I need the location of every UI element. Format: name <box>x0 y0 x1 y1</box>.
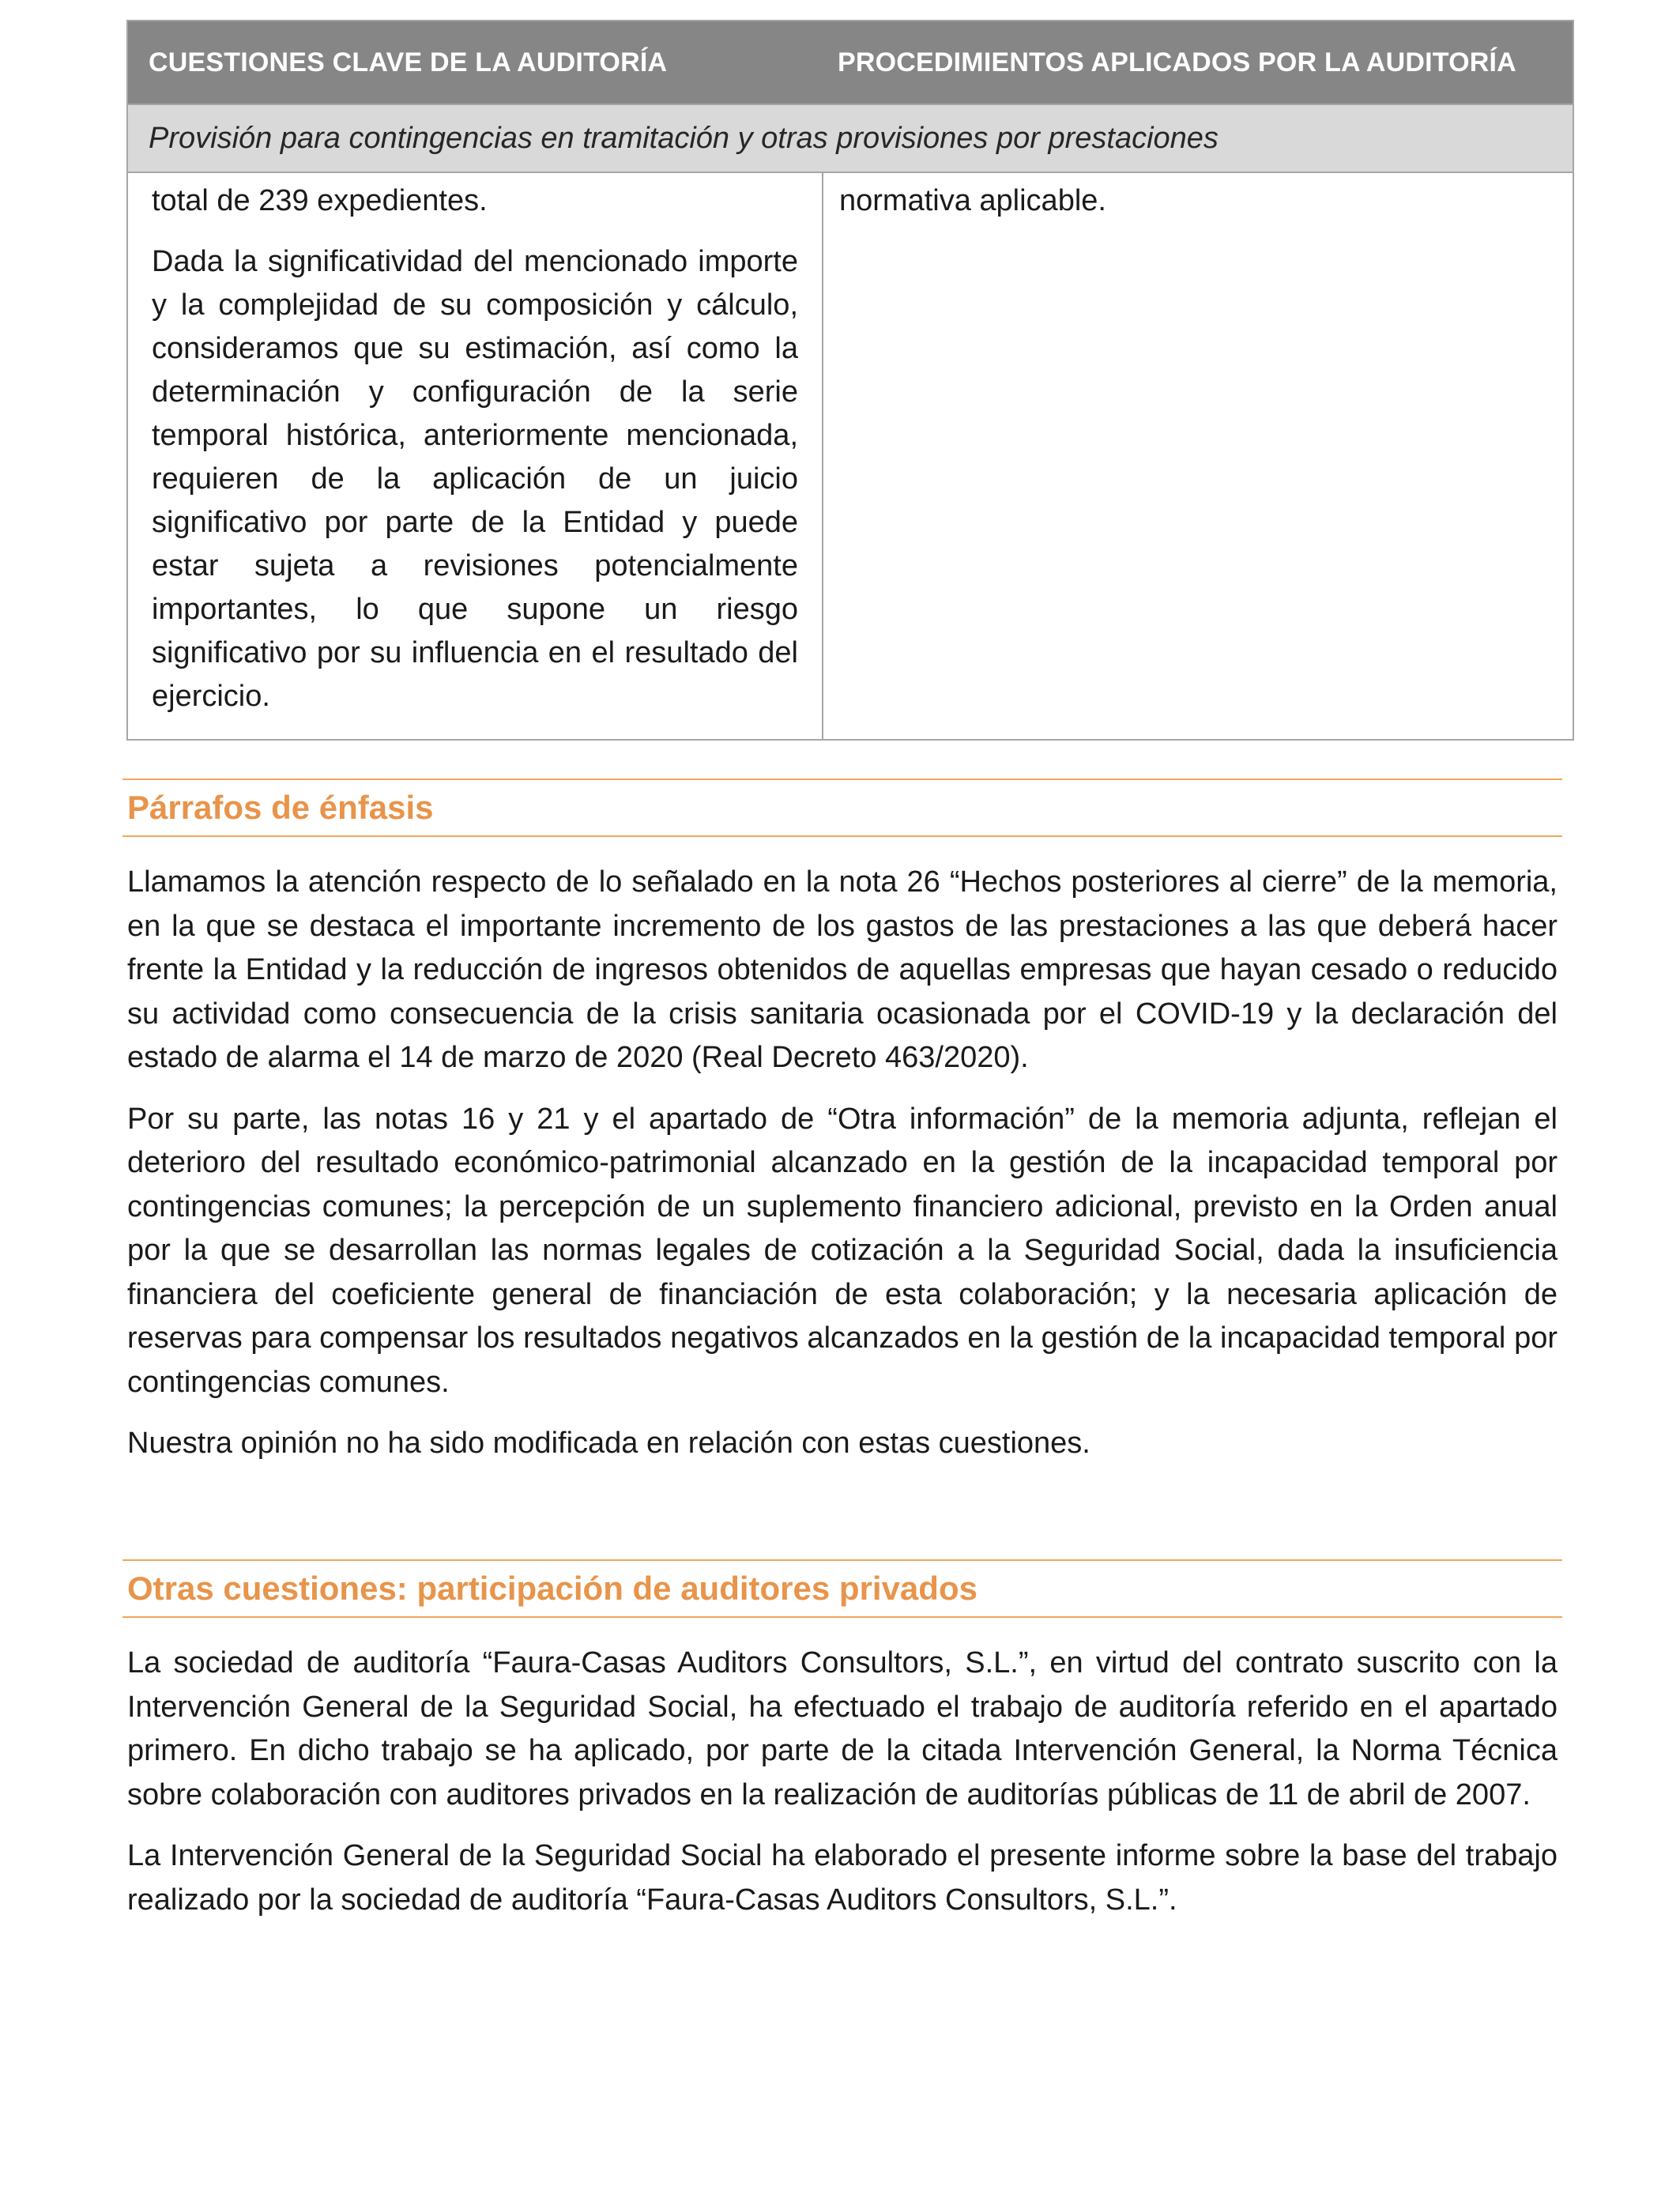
cell-text-paragraph: total de 239 expedientes. <box>152 184 488 217</box>
audit-matters-table <box>126 20 1574 741</box>
body-paragraph: La sociedad de auditoría “Faura-Casas Auditors Consultors, S.L.”, en virtud del contrato suscrito con la Intervención General de la Seguridad Social, ha efectuado el trabajo de auditoría referido en el apartado primero. En dicho trabajo se ha aplicado, por parte de la citada Intervención General, la Norma Técnica sobre colaboración con auditores privados en la realización de auditorías públicas de 11 de abril de 2007. <box>127 1646 1558 1811</box>
emphasis-body <box>122 837 1562 1466</box>
section-heading-other-matters: Otras cuestiones: participación de auditores privados <box>122 1559 1562 1618</box>
emphasis-section <box>122 778 1562 1466</box>
cell-text-paragraph: normativa aplicable. <box>839 184 1106 217</box>
body-paragraph: La Intervención General de la Seguridad Social ha elaborado el presente informe sobre la base del trabajo realizado por la sociedad de auditoría “Faura-Casas Auditors Consultors, S.L.”. <box>127 1839 1558 1917</box>
body-paragraph: Llamamos la atención respecto de lo señalado en la nota 26 “Hechos posteriores al cierre” de la memoria, en la que se destaca el importante incremento de los gastos de las prestaciones a las que deberá hacer frente la Entidad y la reducción de ingresos obtenidos de aquellas empresas que hayan cesado o reducido su actividad como consecuencia de la crisis sanitaria ocasionada por el COVID-19 y la declaración del estado de alarma el 14 de marzo de 2020 (Real Decreto 463/2020). <box>127 865 1558 1074</box>
other-matters-section <box>122 1559 1562 1922</box>
body-paragraph: Por su parte, las notas 16 y 21 y el apartado de “Otra información” de la memoria adjunta, reflejan el deterioro del resultado económico-patrimonial alcanzado en la gestión de la incapacidad temporal por contingencias comunes; la percepción de un suplemento financiero adicional, previsto en la Orden anual por la que se desarrollan las normas legales de cotización a la Seguridad Social, dada la insuficiencia financiera del coeficiente general de financiación de esta colaboración; y la necesaria aplicación de reservas para compensar los resultados negativos alcanzados en la gestión de la incapacidad temporal por contingencias comunes. <box>127 1102 1558 1399</box>
cell-text-paragraph: Dada la significatividad del mencionado importe y la complejidad de su composición y cálculo, consideramos que su estimación, así como la determinación y configuración de la serie temporal histórica, anteriormente mencionada, requieren de la aplicación de un juicio significativo por parte de la Entidad y puede estar sujeta a revisiones potencialmente importantes, lo que supone un riesgo significativo por su influencia en el resultado del ejercicio. <box>152 245 798 713</box>
other-matters-body <box>122 1618 1562 1922</box>
table-header-row <box>128 21 1573 104</box>
table-cell-key-matters <box>128 173 823 739</box>
body-paragraph: Nuestra opinión no ha sido modificada en relación con estas cuestiones. <box>127 1427 1090 1460</box>
table-body-row <box>128 173 1573 739</box>
table-header-procedures: PROCEDIMIENTOS APLICADOS POR LA AUDITORÍA <box>838 47 1516 77</box>
table-header-key-matters: CUESTIONES CLAVE DE LA AUDITORÍA <box>149 47 668 77</box>
table-subheader: Provisión para contingencias en tramitación y otras provisiones por prestaciones <box>128 104 1573 173</box>
table-cell-procedures <box>823 173 1573 739</box>
section-heading-emphasis: Párrafos de énfasis <box>122 778 1562 837</box>
